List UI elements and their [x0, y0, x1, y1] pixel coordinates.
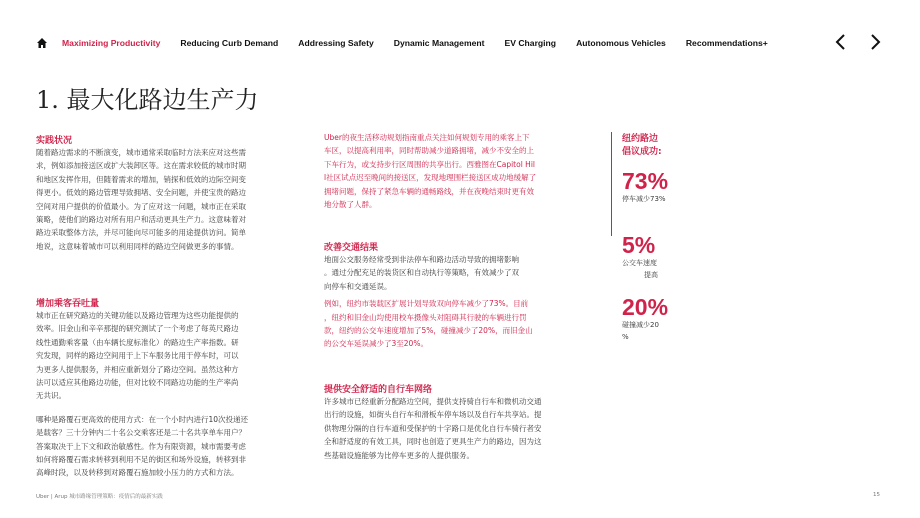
- text-line: 下车行为，或支持步行区周围的共享出行。西雅图在Capitol Hil: [324, 159, 535, 169]
- text-line: 碰撞减少20: [622, 321, 659, 329]
- text-line: 车区，以提高利用率，同时帮助减少道路拥堵，减少不安全的上: [324, 146, 534, 156]
- bike-heading: 提供安全舒适的自行车网络: [324, 385, 433, 395]
- page-number: 15: [873, 492, 880, 498]
- text-line: 款，纽约的公交车速度增加了5%，碰撞减少了20%，而旧金山: [324, 326, 533, 336]
- text-line: 线性通勤乘客量（由车辆长度标准化）的路边生产率指数。研: [36, 337, 239, 347]
- stat-item: [622, 295, 692, 343]
- bike-body: [324, 395, 594, 462]
- text-line: 答案取决于上下文和政治敏感性。作为有限资源，城市需要考虑: [36, 441, 246, 451]
- page-title: 1. 最大化路边生产力: [36, 86, 259, 114]
- nav-maximizing-productivity[interactable]: Maximizing Productivity: [62, 38, 161, 48]
- text-line: l社区试点迟至晚间的接送区，发现地理围栏接送区成功地缓解了: [324, 173, 537, 183]
- text-line: 纽约路边: [622, 134, 659, 144]
- chevron-right-icon[interactable]: [866, 32, 884, 52]
- practice-heading: 实践状况: [36, 136, 73, 146]
- text-line: 的公交车延误减少了3至20%。: [324, 339, 428, 349]
- text-line: 城市正在研究路边的关键功能以及路边管理为这些功能提供的: [36, 311, 239, 320]
- stats-panel: [622, 133, 692, 343]
- text-line: 出行的设施，如街头自行车和滑板车停车场以及自行车共享站。提: [324, 410, 542, 420]
- nav-addressing-safety[interactable]: Addressing Safety: [298, 38, 374, 48]
- practice-body: [36, 146, 308, 253]
- traffic-example: [324, 297, 594, 351]
- text-line: 随着路边需求的不断演变，城市通常采取临时方法来应对这些需: [36, 148, 246, 157]
- text-line: 供物理分隔的自行车道和受保护的十字路口是优化自行车骑行者安: [324, 423, 542, 433]
- text-line: 哪种是路覆石更高效的使用方式：在一个小时内进行10次投递还: [36, 414, 249, 424]
- text-line: 得更小。低效的路边管理导致拥堵、安全问题，并使宝贵的路边: [36, 188, 246, 198]
- text-line: Uber的夜生活移动规划指南重点关注如何规划专用的乘客上下: [324, 133, 530, 142]
- text-line: 地说，这意味着城市可以利用同样的路边空间做更多的事情。: [36, 241, 239, 251]
- text-line: 高峰时段，以及转移到对路覆石施加较小压力的方式和方法。: [36, 468, 239, 478]
- throughput-body: [36, 309, 308, 403]
- text-line: 全和舒适度的有效工具，同时也创造了更具生产力的路边，因为这: [324, 437, 542, 447]
- stat-label: [622, 257, 692, 281]
- text-line: 如何将路覆石需求转移到利用不足的街区和场外设施，转移到非: [36, 455, 246, 465]
- text-line: 和地区发挥作用，但随着需求的增加，销探和低效的边际空间变: [36, 174, 246, 184]
- text-line: 提高: [644, 271, 658, 279]
- top-navigation: [36, 34, 788, 52]
- text-line: 许多城市已经重新分配路边空间，提供支持骑自行车和微机动交通: [324, 397, 542, 406]
- traffic-section: [324, 240, 594, 351]
- text-line: 拥堵问题，保持了紧急车辆的通畅路线，并在夜晚结束时更有效: [324, 186, 534, 196]
- nav-reducing-curb-demand[interactable]: Reducing Curb Demand: [180, 38, 279, 48]
- footer-text: Uber | Arup 城市路缘管理策略：疫情后的最新实践: [36, 494, 163, 500]
- throughput-body-2: [36, 413, 308, 480]
- text-line: 是载客？三十分钟内二十名公交乘客还是二十名共享单车用户？: [36, 428, 246, 438]
- nav-dynamic-management[interactable]: Dynamic Management: [393, 38, 485, 48]
- bike-section: [324, 382, 594, 462]
- stat-value: 73%: [622, 168, 669, 194]
- practice-section: [36, 133, 308, 253]
- nav-recommendations[interactable]: Recommendations+: [685, 38, 768, 48]
- text-line: 法可以适应其他路边功能，但对比较不同路边功能的生产率尚: [36, 378, 239, 388]
- text-line: 向停车和交通延误。: [324, 281, 392, 291]
- text-line: 效率。旧金山和辛辛那提的研究测试了一个考虑了每英尺路边: [36, 324, 239, 334]
- text-line: 究发现，同样的路边空间用于上下车服务比用于停车时，可以: [36, 351, 239, 361]
- home-icon[interactable]: [36, 37, 48, 49]
- text-line: 公交车速度: [622, 259, 657, 267]
- stats-divider: [611, 132, 612, 236]
- text-line: ，纽约和旧金山均使用校车摄像头对阻碍其行驶的车辆进行罚: [324, 312, 527, 322]
- stat-value: 5%: [622, 232, 656, 258]
- stat-label: [622, 319, 692, 343]
- nav-autonomous-vehicles[interactable]: Autonomous Vehicles: [576, 38, 666, 48]
- stat-item: [622, 233, 692, 281]
- stat-label: [622, 193, 692, 205]
- text-line: 停车减少73%: [622, 195, 666, 203]
- stats-heading: [622, 133, 692, 159]
- text-line: 倡议成功:: [622, 147, 662, 157]
- throughput-section: [36, 296, 308, 480]
- stat-item: [622, 169, 692, 205]
- text-line: 策略，使他们的路边对所有用户和活动更具生产力。这意味着对: [36, 215, 246, 225]
- text-line: 空间对用户提供的价值最小。为了应对这一问题，城市正在采取: [36, 201, 246, 211]
- text-line: 地面公交服务经常受到非法停车和路边活动导致的拥堵影响: [324, 255, 519, 264]
- traffic-body: [324, 253, 594, 293]
- text-line: 路边采取整体方法，并尽可能向尽可能多的用途提供访问。简单: [36, 228, 246, 238]
- text-line: 些基础设施能够为比停车更多的人提供服务。: [324, 450, 474, 460]
- text-line: 地分散了人群。: [324, 200, 377, 210]
- uber-nightlife-note: [324, 131, 594, 211]
- text-line: 为更多人提供服务，并相应重新划分了路边空间。虽然这种方: [36, 364, 239, 374]
- text-line: 。通过分配充足的装货区和自动执行等策略，有效减少了双: [324, 268, 519, 278]
- text-line: 例如，纽约市装载区扩展计划导致双向停车减少了73%。目前: [324, 299, 529, 309]
- traffic-heading: 改善交通结果: [324, 243, 379, 253]
- throughput-heading: 增加乘客吞吐量: [36, 299, 100, 309]
- stat-value: 20%: [622, 294, 669, 320]
- nav-ev-charging[interactable]: EV Charging: [504, 38, 557, 48]
- text-line: %: [622, 333, 629, 341]
- text-line: 无共识。: [36, 391, 66, 401]
- text-line: 求，例如添加接送区或扩大装卸区等。这在需求较低的城市时期: [36, 161, 246, 171]
- chevron-left-icon[interactable]: [832, 32, 850, 52]
